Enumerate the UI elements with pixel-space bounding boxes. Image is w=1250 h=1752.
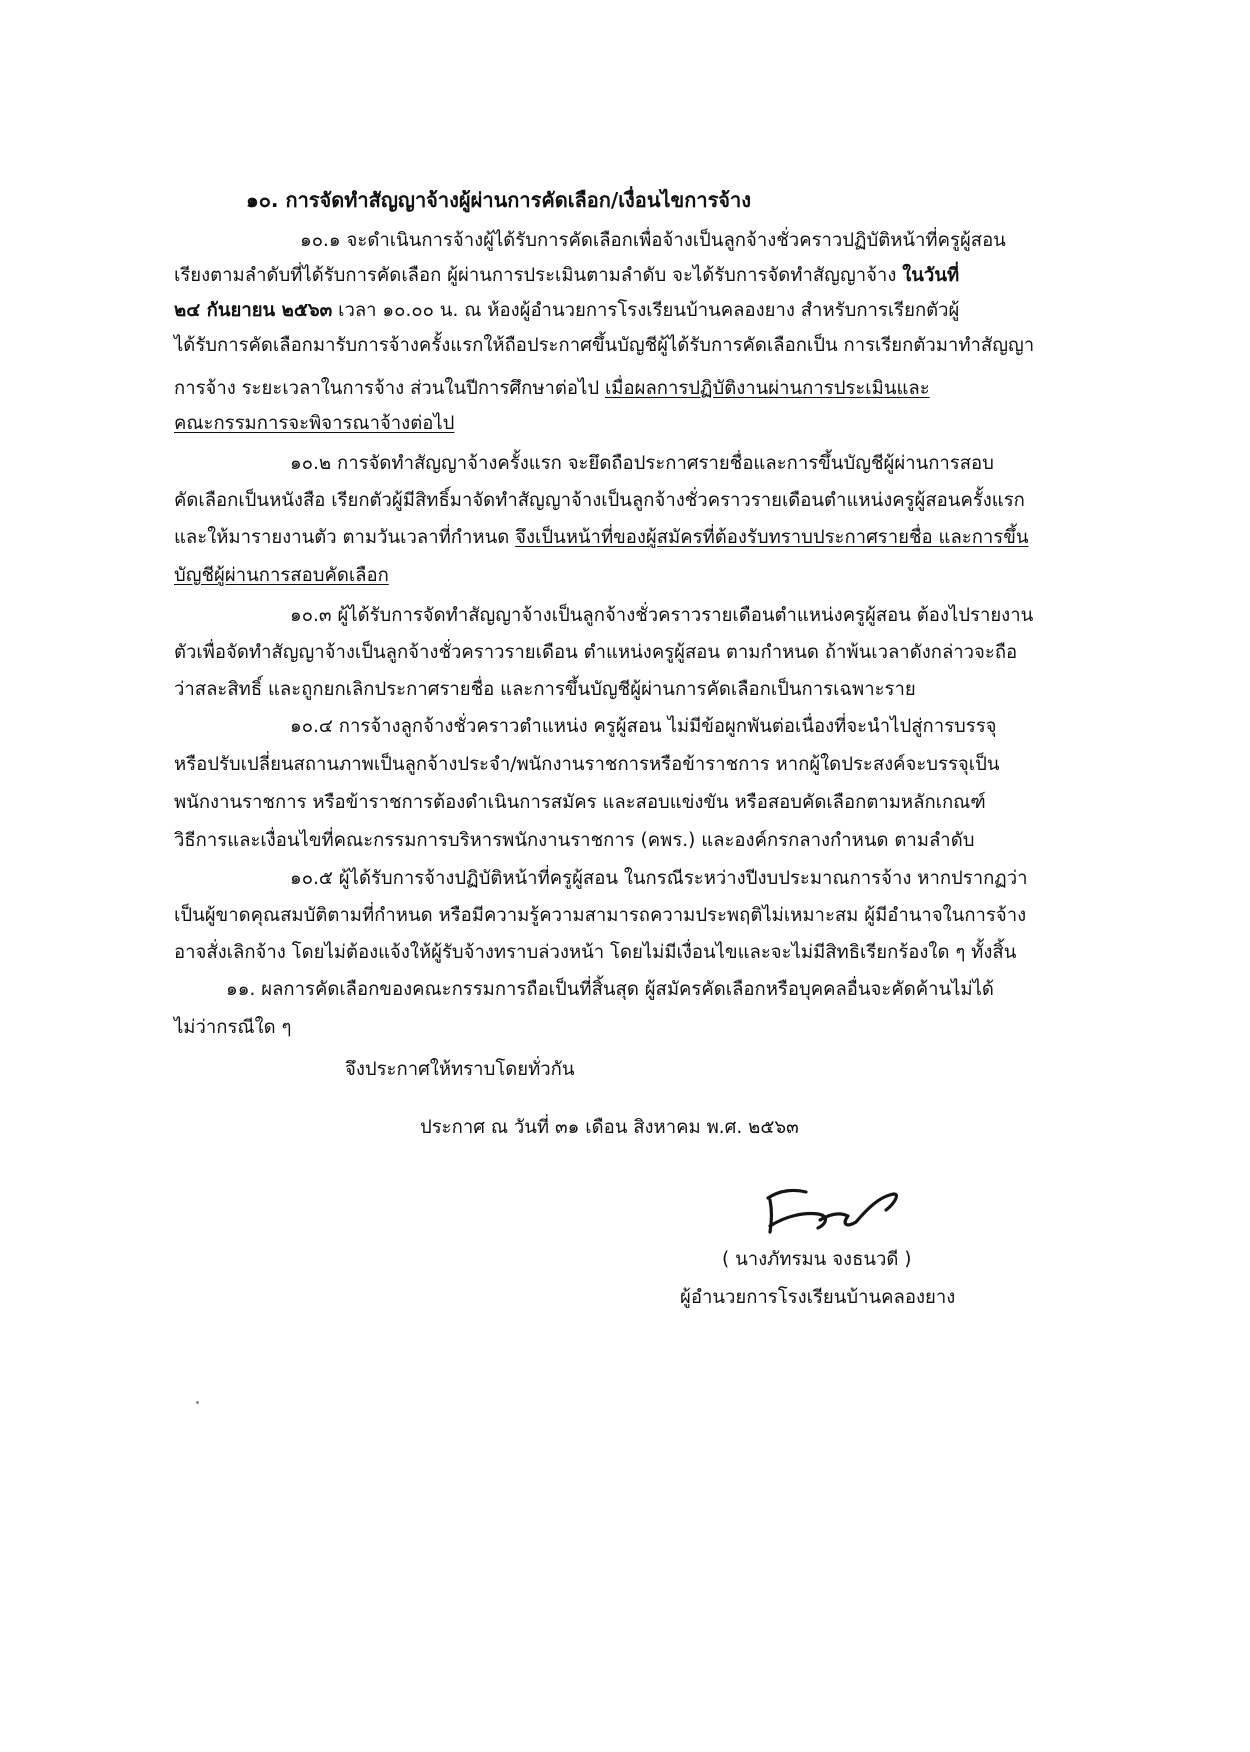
para-10-2-text: และให้มารายงานตัว ตามวันเวลาที่กำหนด bbox=[174, 527, 516, 548]
underlined-text: เมื่อผลการปฏิบัติงานผ่านการประเมินและ bbox=[604, 378, 930, 399]
para-10-3-line-1: ๑๐.๓ ผู้ได้รับการจัดทำสัญญาจ้างเป็นลูกจ้างชั่วคราวรายเดือนตำแหน่งครูผู้สอน ต้องไปรายงาน bbox=[290, 605, 1034, 626]
para-10-1-line-5 bbox=[174, 376, 930, 402]
underlined-text: จึงเป็นหน้าที่ของผู้สมัครที่ต้องรับทราบประกาศรายชื่อ และการขึ้น bbox=[515, 527, 1029, 548]
para-10-1-line-1: ๑๐.๑ จะดำเนินการจ้างผู้ได้รับการคัดเลือกเพื่อจ้างเป็นลูกจ้างชั่วคราวปฏิบัติหน้าที่ครูผู้สอน bbox=[300, 230, 1006, 251]
contract-date-label: ในวันที่ bbox=[902, 265, 960, 286]
signatory-position: ผู้อำนวยการโรงเรียนบ้านคลองยาง bbox=[680, 1287, 956, 1308]
para-10-3-line-2: ตัวเพื่อจัดทำสัญญาจ้างเป็นลูกจ้างชั่วคราวรายเดือน ตำแหน่งครูผู้สอน ตามกำหนด ถ้าพ้นเวลาดังกล่าวจะถือ bbox=[174, 642, 1018, 663]
signature-mark bbox=[760, 1180, 910, 1242]
para-10-5-line-3: อาจสั่งเลิกจ้าง โดยไม่ต้องแจ้งให้ผู้รับจ้างทราบล่วงหน้า โดยไม่มีเงื่อนไขและจะไม่มีสิทธิเรียกร้องใด ๆ ทั้งสิ้น bbox=[174, 942, 1017, 963]
section-11-line-2: ไม่ว่ากรณีใด ๆ bbox=[174, 1017, 292, 1038]
para-10-1-text: การจ้าง ระยะเวลาในการจ้าง ส่วนในปีการศึกษาต่อไป bbox=[174, 378, 605, 399]
para-10-4-line-2: หรือปรับเปลี่ยนสถานภาพเป็นลูกจ้างประจำ/พนักงานราชการหรือข้าราชการ หากผู้ใดประสงค์จะบรรจุเป็น bbox=[174, 754, 1000, 775]
scan-speck bbox=[196, 1401, 199, 1404]
para-10-4-line-1: ๑๐.๔ การจ้างลูกจ้างชั่วคราวตำแหน่ง ครูผู้สอน ไม่มีข้อผูกพันต่อเนื่องที่จะนำไปสู่การบรรจุ bbox=[290, 716, 997, 737]
para-10-4-line-3: พนักงานราชการ หรือข้าราชการต้องดำเนินการสมัคร และสอบแข่งขัน หรือสอบคัดเลือกตามหลักเกณฑ์ bbox=[174, 792, 986, 813]
section-10-heading: ๑๐. การจัดทำสัญญาจ้างผู้ผ่านการคัดเลือก/เงื่อนไขการจ้าง bbox=[246, 188, 752, 212]
para-10-2-line-2: คัดเลือกเป็นหนังสือ เรียกตัวผู้มีสิทธิ์มาจัดทำสัญญาจ้างเป็นลูกจ้างชั่วคราวรายเดือนตำแหน่งครูผู้สอนครั้งแรก bbox=[174, 490, 1025, 511]
para-10-3-line-3: ว่าสละสิทธิ์ และถูกยกเลิกประกาศรายชื่อ และการขึ้นบัญชีผู้ผ่านการคัดเลือกเป็นการเฉพาะราย bbox=[174, 679, 916, 700]
para-10-1-line-3 bbox=[174, 298, 959, 324]
para-10-1-text: เรียงตามลำดับที่ได้รับการคัดเลือก ผู้ผ่านการประเมินตามลำดับ จะได้รับการจัดทำสัญญาจ้าง bbox=[174, 265, 903, 286]
contract-date: ๒๔ กันยายน ๒๕๖๓ bbox=[174, 300, 333, 321]
announcement-closing: จึงประกาศให้ทราบโดยทั่วกัน bbox=[345, 1059, 575, 1080]
para-10-5-line-1: ๑๐.๕ ผู้ได้รับการจ้างปฏิบัติหน้าที่ครูผู้สอน ในกรณีระหว่างปีงบประมาณการจ้าง หากปรากฏว่า bbox=[290, 868, 1028, 889]
section-11-line-1: ๑๑. ผลการคัดเลือกของคณะกรรมการถือเป็นที่สิ้นสุด ผู้สมัครคัดเลือกหรือบุคคลอื่นจะคัดค้านไม่ได้ bbox=[226, 979, 994, 1000]
para-10-1-line-4: ได้รับการคัดเลือกมารับการจ้างครั้งแรกให้ถือประกาศขึ้นบัญชีผู้ได้รับการคัดเลือกเป็น การเรียกตัวมาทำสัญญา bbox=[174, 335, 1035, 356]
para-10-1-line-2 bbox=[174, 263, 959, 289]
para-10-2-line-1: ๑๐.๒ การจัดทำสัญญาจ้างครั้งแรก จะยึดถือประกาศรายชื่อและการขึ้นบัญชีผู้ผ่านการสอบ bbox=[290, 453, 994, 474]
announcement-date: ประกาศ ณ วันที่ ๓๑ เดือน สิงหาคม พ.ศ. ๒๕๖๓ bbox=[420, 1117, 799, 1138]
para-10-4-line-4: วิธีการและเงื่อนไขที่คณะกรรมการบริหารพนักงานราชการ (คพร.) และองค์กรกลางกำหนด ตามลำดับ bbox=[174, 830, 975, 851]
para-10-2-line-4: บัญชีผู้ผ่านการสอบคัดเลือก bbox=[174, 565, 389, 586]
signatory-name: ( นางภัทรมน จงธนวดี ) bbox=[722, 1249, 912, 1270]
para-10-5-line-2: เป็นผู้ขาดคุณสมบัติตามที่กำหนด หรือมีความรู้ความสามารถความประพฤติไม่เหมาะสม ผู้มีอำนาจในการจ้าง bbox=[174, 905, 1027, 926]
para-10-2-line-3 bbox=[174, 525, 1029, 551]
para-10-1-line-6: คณะกรรมการจะพิจารณาจ้างต่อไป bbox=[174, 413, 455, 434]
para-10-1-text: เวลา ๑๐.๐๐ น. ณ ห้องผู้อำนวยการโรงเรียนบ้านคลองยาง สำหรับการเรียกตัวผู้ bbox=[332, 300, 960, 321]
